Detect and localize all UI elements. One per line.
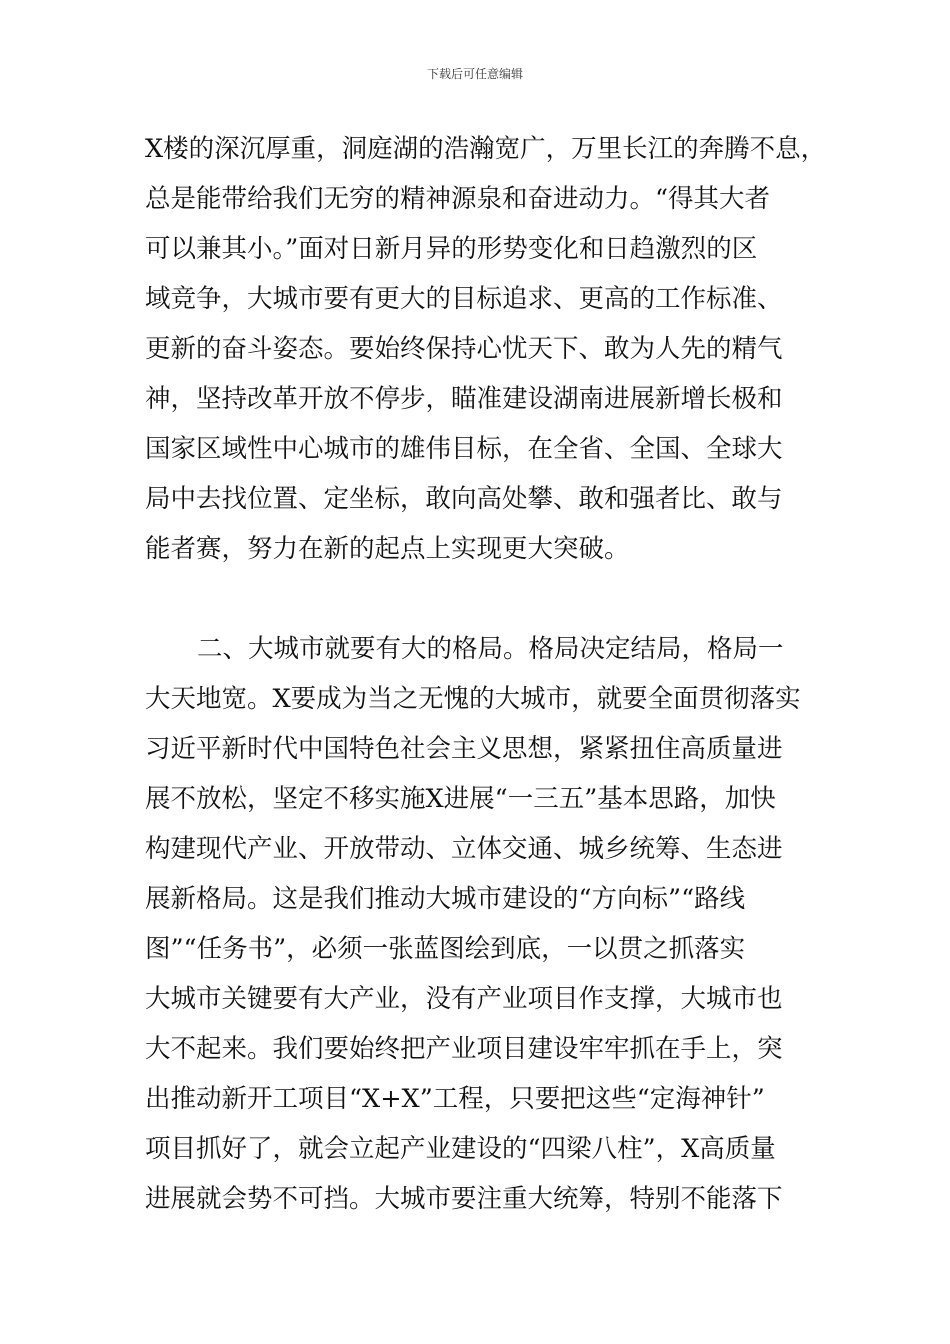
text-line: 进展就会势不可挡。大城市要注重大统筹，特别不能落下 xyxy=(145,1184,783,1214)
text-line: 更新的奋斗姿态。要始终保持心忧天下、敢为人先的精气 xyxy=(145,334,783,364)
text-line: 能者赛，努力在新的起点上实现更大突破。 xyxy=(145,534,630,564)
text-line: 域竞争，大城市要有更大的目标追求、更高的工作标准、 xyxy=(145,284,783,314)
paragraph-spacer xyxy=(145,574,815,624)
text-line-first: 二、大城市就要有大的格局。格局决定结局，格局一 xyxy=(197,634,784,664)
text-line: 展新格局。这是我们推动大城市建设的“方向标”“路线 xyxy=(145,884,746,914)
text-line: 国家区域性中心城市的雄伟目标，在全省、全国、全球大 xyxy=(145,434,783,464)
document-body xyxy=(145,124,827,1224)
text-line: 大不起来。我们要始终把产业项目建设牢牢抓在手上，突 xyxy=(145,1034,783,1064)
text-line: 展不放松，坚定不移实施X进展“一三五”基本思路，加快 xyxy=(145,784,776,814)
text-line: 出推动新开工项目“X+X”工程，只要把这些“定海神针” xyxy=(145,1084,765,1114)
text-line: 图”“任务书”，必须一张蓝图绘到底，一以贯之抓落实 xyxy=(145,934,746,964)
page-header: 下载后可任意编辑 xyxy=(426,67,523,81)
text-line: 项目抓好了，就会立起产业建设的“四梁八柱”，X高质量 xyxy=(145,1134,776,1164)
paragraph-2 xyxy=(145,624,815,1224)
text-line: 习近平新时代中国特色社会主义思想，紧紧扭住高质量进 xyxy=(145,734,783,764)
text-line: 可以兼其小。”面对日新月异的形势变化和日趋激烈的区 xyxy=(145,234,758,264)
text-line: 神，坚持改革开放不停步，瞄准建设湖南进展新增长极和 xyxy=(145,384,783,414)
text-line: 大城市关键要有大产业，没有产业项目作支撑，大城市也 xyxy=(145,984,783,1014)
paragraph-1 xyxy=(145,124,827,574)
text-line: 局中去找位置、定坐标，敢向高处攀、敢和强者比、敢与 xyxy=(145,484,783,514)
text-line: 大天地宽。X要成为当之无愧的大城市，就要全面贯彻落实 xyxy=(145,684,801,714)
text-line: 构建现代产业、开放带动、立体交通、城乡统筹、生态进 xyxy=(145,834,783,864)
text-line: X楼的深沉厚重，洞庭湖的浩瀚宽广，万里长江的奔腾不息， xyxy=(145,134,827,164)
text-line: 总是能带给我们无穷的精神源泉和奋进动力。“得其大者 xyxy=(145,184,771,214)
